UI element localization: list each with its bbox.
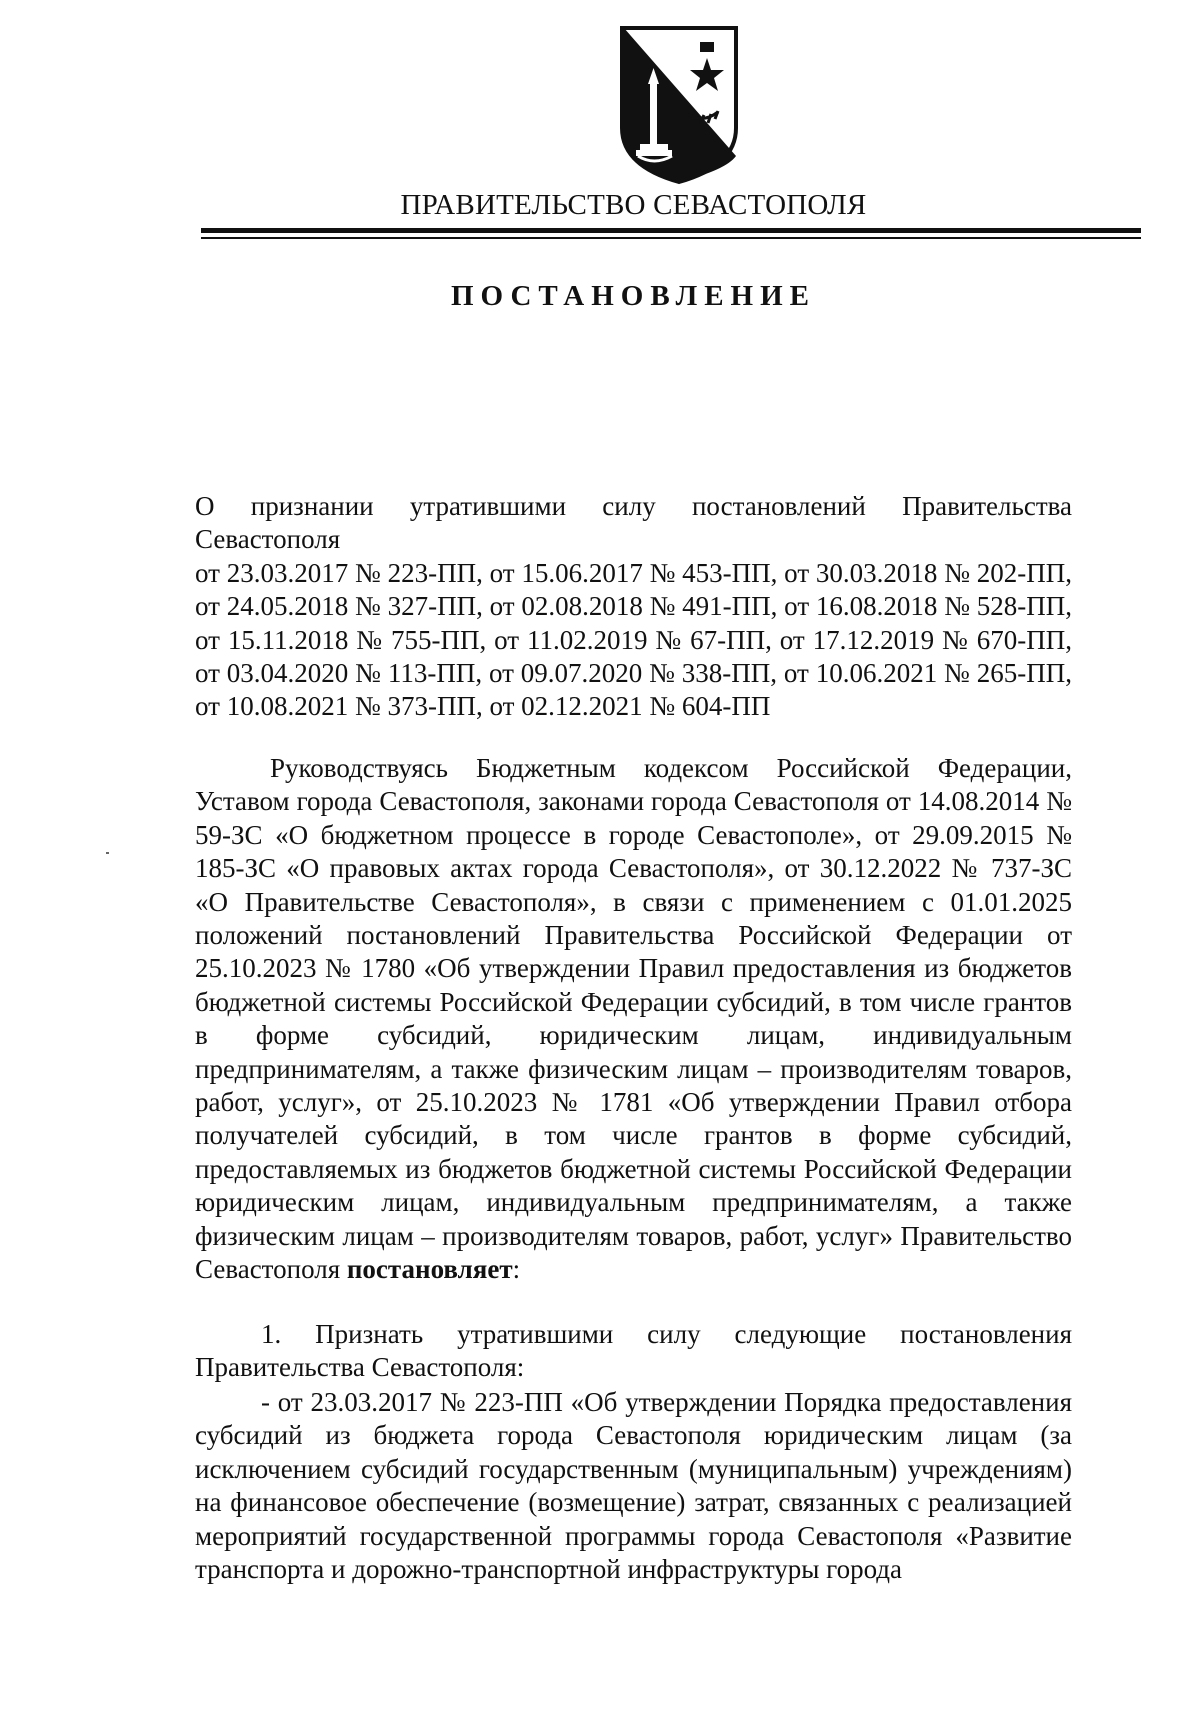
title-line: от 10.08.2021 № 373-ПП, от 02.12.2021 № 604-ПП	[195, 691, 771, 722]
operative-word: постановляет	[346, 1254, 513, 1285]
item-1-paragraph: 1. Признать утратившими силу следующие постановления Правительства Севастополя:	[195, 1319, 1072, 1383]
title-line: от 03.04.2020 № 113-ПП, от 09.07.2020 № 338-ПП, от 10.06.2021 № 265-ПП,	[195, 658, 1072, 689]
title-line: О признании утратившими силу постановлений Правительства Севастополя	[195, 491, 1072, 555]
scan-speck	[106, 852, 109, 854]
sevastopol-coat-of-arms-emblem	[614, 24, 744, 186]
title-line: от 24.05.2018 № 327-ПП, от 02.08.2018 № 491-ПП, от 16.08.2018 № 528-ПП,	[195, 591, 1072, 622]
resolution-title	[195, 490, 1072, 724]
preamble-paragraph	[195, 752, 1072, 1287]
header-divider-thin	[201, 237, 1141, 239]
title-line: от 15.11.2018 № 755-ПП, от 11.02.2019 № 67-ПП, от 17.12.2019 № 670-ПП,	[195, 624, 1072, 655]
organization-name: ПРАВИТЕЛЬСТВО СЕВАСТОПОЛЯ	[400, 189, 867, 221]
document-type-heading: ПОСТАНОВЛЕНИЕ	[450, 280, 816, 312]
preamble-text: Руководствуясь Бюджетным кодексом Российской Федерации, Уставом города Севастополя, законами города Севастополя от 14.08.2014 № 59-ЗС «О бюджетном процессе в городе Севастополе», от 29.09.2015 № 185-ЗС «О правовых актах города Севастополя», от 30.12.2022 № 737-ЗС «О Правительстве Севастополя», в связи с применением с 01.01.2025 положений постановлений Правительства Российской Федерации от 25.10.2023 № 1780 «Об утверждении Правил предоставления из бюджетов бюджетной системы Российской Федерации субсидий, в том числе грантов в форме субсидий, юридическим лицам, индивидуальным предпринимателям, а также физическим лицам – производителям товаров, работ, услуг», от 25.10.2023 № 1781 «Об утверждении Правил отбора получателей субсидий, в том числе грантов в форме субсидий, предоставляемых из бюджетов бюджетной системы Российской Федерации юридическим лицам, индивидуальным предпринимателям, а также физическим лицам – производителям товаров, работ, услуг» Правительство Севастополя	[195, 753, 1072, 1285]
item-1-sub-item: - от 23.03.2017 № 223-ПП «Об утверждении Порядка предоставления субсидий из бюджета города Севастополя юридическим лицам (за исключением субсидий государственным (муниципальным) учреждениям) на финансовое обеспечение (возмещение) затрат, связанных с реализацией мероприятий государственной программы города Севастополя «Развитие транспорта и дорожно-транспортной инфраструктуры города	[195, 1387, 1072, 1585]
operative-suffix: :	[512, 1254, 521, 1285]
title-line: от 23.03.2017 № 223-ПП, от 15.06.2017 № 453-ПП, от 30.03.2018 № 202-ПП,	[195, 557, 1072, 588]
header-divider-thick	[201, 228, 1141, 233]
